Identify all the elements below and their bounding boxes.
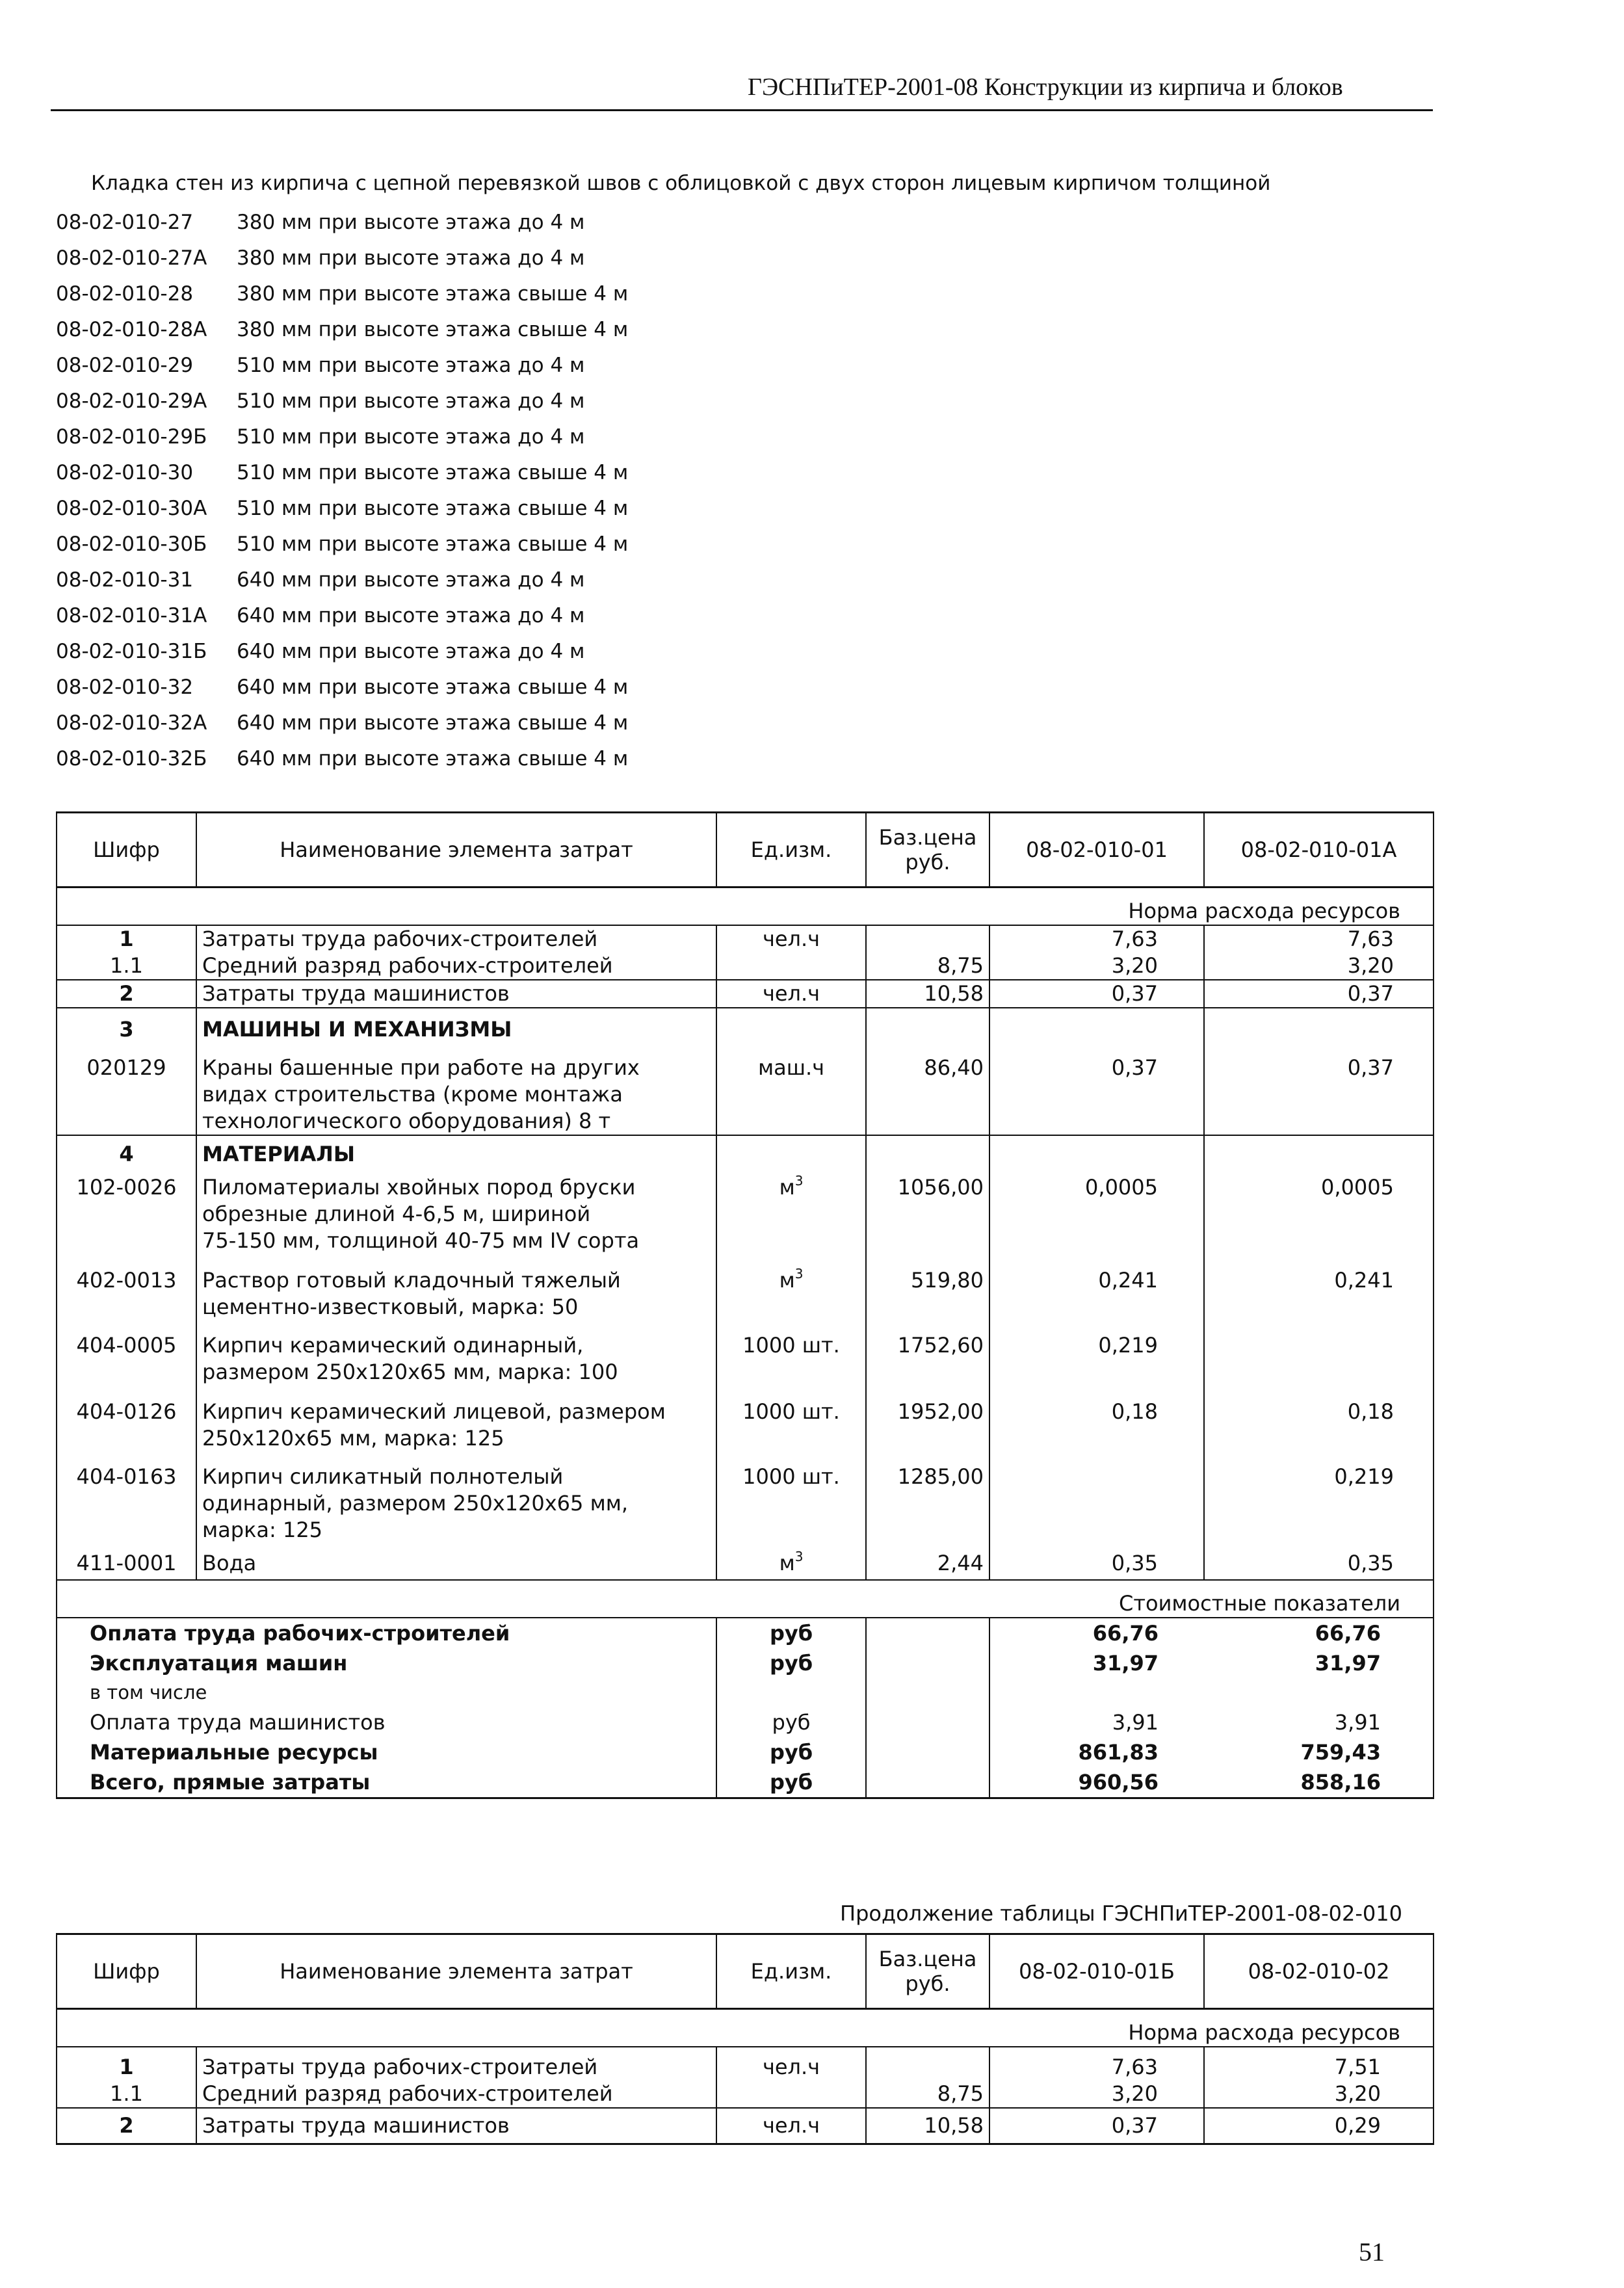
code: 08-02-010-29Б bbox=[56, 425, 207, 449]
section-row bbox=[57, 1008, 1434, 1043]
code-list-item bbox=[56, 604, 628, 640]
cost-row bbox=[57, 1648, 1434, 1678]
header-col2: 08-02-010-01А bbox=[1204, 813, 1434, 888]
row-name-line: одинарный, размером 250х120х65 мм, bbox=[202, 1491, 629, 1516]
header-code: Шифр bbox=[57, 813, 196, 888]
row-code: 2 bbox=[57, 980, 196, 1008]
running-header: ГЭСНПиТЕР-2001-08 Конструкции из кирпича и блоков bbox=[748, 73, 1343, 101]
code: 08-02-010-32Б bbox=[56, 747, 207, 770]
cost-value-2: 31,97 bbox=[1204, 1648, 1434, 1678]
unit-text: м bbox=[779, 1268, 795, 1293]
row-value-2: 0,241 bbox=[1204, 1254, 1434, 1321]
code-list-item bbox=[56, 533, 628, 568]
table-row bbox=[57, 953, 1434, 980]
code-desc: 640 мм при высоте этажа свыше 4 м bbox=[237, 676, 629, 699]
row-price: 1285,00 bbox=[866, 1452, 989, 1544]
row-name: Вода bbox=[196, 1544, 716, 1580]
table-row bbox=[57, 1544, 1434, 1580]
row-value-2: 3,20 bbox=[1204, 953, 1434, 980]
norm-label: Норма расхода ресурсов bbox=[57, 888, 1434, 926]
row-price: 519,80 bbox=[866, 1254, 989, 1321]
code-list-item bbox=[56, 676, 628, 711]
cost-name: Всего, прямые затраты bbox=[57, 1767, 716, 1798]
row-name-line: 75-150 мм, толщиной 40-75 мм IV сорта bbox=[202, 1228, 640, 1253]
cost-unit: руб bbox=[716, 1648, 866, 1678]
row-value-2: 0,18 bbox=[1204, 1386, 1434, 1452]
code: 08-02-010-31А bbox=[56, 604, 207, 627]
row-value-1: 3,20 bbox=[989, 2081, 1204, 2108]
row-unit: чел.ч bbox=[716, 2047, 866, 2081]
row-unit bbox=[716, 1168, 866, 1254]
header-price-line1: Баз.цена bbox=[878, 1947, 977, 1971]
row-value-2: 0,37 bbox=[1204, 1043, 1434, 1135]
resource-table bbox=[56, 811, 1434, 1799]
row-value-2: 0,0005 bbox=[1204, 1168, 1434, 1254]
table-row bbox=[57, 1043, 1434, 1135]
code: 08-02-010-27 bbox=[56, 211, 194, 234]
norm-band-row bbox=[57, 2009, 1434, 2047]
cost-name: Оплата труда машинистов bbox=[57, 1707, 716, 1737]
row-name: Средний разряд рабочих-строителей bbox=[196, 953, 716, 980]
row-unit bbox=[716, 1544, 866, 1580]
cost-name: Эксплуатация машин bbox=[57, 1648, 716, 1678]
row-value-1: 0,37 bbox=[989, 1043, 1204, 1135]
page-number: 51 bbox=[1359, 2237, 1385, 2267]
table-row bbox=[57, 2047, 1434, 2081]
row-unit: 1000 шт. bbox=[716, 1386, 866, 1452]
row-name-line: видах строительства (кроме монтажа bbox=[202, 1082, 623, 1107]
header-price-line1: Баз.цена bbox=[878, 825, 977, 850]
code: 08-02-010-32 bbox=[56, 676, 194, 699]
row-name: Затраты труда машинистов bbox=[196, 2108, 716, 2144]
code-list-item bbox=[56, 425, 628, 461]
cost-value-2: 3,91 bbox=[1204, 1707, 1434, 1737]
row-value-2: 0,29 bbox=[1204, 2108, 1434, 2144]
code-list-item bbox=[56, 640, 628, 676]
row-code: 1 bbox=[57, 925, 196, 953]
row-name bbox=[196, 1452, 716, 1544]
header-price bbox=[866, 1934, 989, 2009]
header-col1: 08-02-010-01 bbox=[989, 813, 1204, 888]
row-code: 1.1 bbox=[57, 2081, 196, 2108]
row-name-line: Пиломатериалы хвойных пород бруски bbox=[202, 1175, 636, 1200]
row-unit: маш.ч bbox=[716, 1043, 866, 1135]
code: 08-02-010-27А bbox=[56, 246, 207, 270]
code-list-item bbox=[56, 461, 628, 497]
unit-superscript: 3 bbox=[794, 1549, 804, 1564]
code-desc: 640 мм при высоте этажа до 4 м bbox=[237, 568, 585, 592]
row-name: Средний разряд рабочих-строителей bbox=[196, 2081, 716, 2108]
row-name-line: размером 250х120х65 мм, марка: 100 bbox=[202, 1360, 618, 1384]
code-desc: 510 мм при высоте этажа до 4 м bbox=[237, 354, 585, 377]
cost-name: в том числе bbox=[57, 1678, 716, 1707]
code: 08-02-010-31 bbox=[56, 568, 194, 592]
row-value-1: 0,219 bbox=[989, 1321, 1204, 1386]
table-row bbox=[57, 1254, 1434, 1321]
row-price: 1952,00 bbox=[866, 1386, 989, 1452]
row-value-1: 0,37 bbox=[989, 2108, 1204, 2144]
code-list-item bbox=[56, 211, 628, 246]
header-price bbox=[866, 813, 989, 888]
cost-name: Материальные ресурсы bbox=[57, 1737, 716, 1767]
row-name bbox=[196, 1043, 716, 1135]
cost-unit: руб bbox=[716, 1767, 866, 1798]
header-col1: 08-02-010-01Б bbox=[989, 1934, 1204, 2009]
row-unit: 1000 шт. bbox=[716, 1321, 866, 1386]
header-rule bbox=[51, 109, 1433, 111]
row-unit bbox=[716, 2081, 866, 2108]
code-list-item bbox=[56, 246, 628, 282]
unit-text: м bbox=[779, 1175, 795, 1200]
row-name: Затраты труда рабочих-строителей bbox=[196, 2047, 716, 2081]
row-value-1: 0,35 bbox=[989, 1544, 1204, 1580]
row-code: 2 bbox=[57, 2108, 196, 2144]
row-name bbox=[196, 1254, 716, 1321]
table-row bbox=[57, 2108, 1434, 2144]
unit-superscript: 3 bbox=[794, 1173, 804, 1189]
row-name-line: 250х120х65 мм, марка: 125 bbox=[202, 1426, 504, 1451]
row-name-line: марка: 125 bbox=[202, 1518, 323, 1542]
cost-row bbox=[57, 1678, 1434, 1707]
row-code: 404-0163 bbox=[57, 1452, 196, 1544]
unit-text: м bbox=[779, 1551, 795, 1575]
row-value-1: 0,18 bbox=[989, 1386, 1204, 1452]
code: 08-02-010-30Б bbox=[56, 533, 207, 556]
table-row bbox=[57, 925, 1434, 953]
cost-label: Стоимостные показатели bbox=[57, 1580, 1434, 1618]
code-desc: 510 мм при высоте этажа до 4 м bbox=[237, 425, 585, 449]
row-code: 020129 bbox=[57, 1043, 196, 1135]
table-row bbox=[57, 980, 1434, 1008]
section-row bbox=[57, 1135, 1434, 1168]
cost-value-1: 861,83 bbox=[1078, 1740, 1159, 1765]
row-name: Затраты труда машинистов bbox=[196, 980, 716, 1008]
row-name bbox=[196, 1386, 716, 1452]
row-value-2: 7,51 bbox=[1204, 2047, 1434, 2081]
row-unit bbox=[716, 953, 866, 980]
row-code: 402-0013 bbox=[57, 1254, 196, 1321]
header-name: Наименование элемента затрат bbox=[196, 1934, 716, 2009]
code-desc: 380 мм при высоте этажа до 4 м bbox=[237, 211, 585, 234]
table-row bbox=[57, 1168, 1434, 1254]
cost-value-1: 960,56 bbox=[989, 1767, 1204, 1798]
table-row bbox=[57, 1386, 1434, 1452]
table-row bbox=[57, 2081, 1434, 2108]
row-name bbox=[196, 1321, 716, 1386]
row-name-line: технологического оборудования) 8 т bbox=[202, 1109, 611, 1133]
row-price: 10,58 bbox=[866, 980, 989, 1008]
row-value-2 bbox=[1204, 1321, 1434, 1386]
table-row bbox=[57, 1321, 1434, 1386]
row-price: 1056,00 bbox=[866, 1168, 989, 1254]
row-code: 404-0005 bbox=[57, 1321, 196, 1386]
cost-row bbox=[57, 1767, 1434, 1798]
code: 08-02-010-28А bbox=[56, 318, 207, 341]
row-name-line: обрезные длиной 4-6,5 м, шириной bbox=[202, 1202, 591, 1226]
cost-row bbox=[57, 1707, 1434, 1737]
cost-band-row bbox=[57, 1580, 1434, 1618]
cost-unit: руб bbox=[716, 1737, 866, 1767]
row-value-1: 0,37 bbox=[989, 980, 1204, 1008]
unit-superscript: 3 bbox=[794, 1266, 804, 1282]
cost-value-1: 66,76 bbox=[1092, 1621, 1159, 1646]
resource-table-continued bbox=[56, 1933, 1434, 2145]
row-code: 411-0001 bbox=[57, 1544, 196, 1580]
code-desc: 640 мм при высоте этажа свыше 4 м bbox=[237, 711, 629, 735]
row-name-line: Кирпич силикатный полнотелый bbox=[202, 1464, 564, 1489]
code-desc: 380 мм при высоте этажа до 4 м bbox=[237, 246, 585, 270]
code-desc: 510 мм при высоте этажа свыше 4 м bbox=[237, 497, 629, 520]
code-desc: 640 мм при высоте этажа до 4 м bbox=[237, 640, 585, 663]
code: 08-02-010-30 bbox=[56, 461, 194, 484]
code-desc: 640 мм при высоте этажа до 4 м bbox=[237, 604, 585, 627]
row-value-2: 3,20 bbox=[1204, 2081, 1434, 2108]
row-value-1 bbox=[989, 1452, 1204, 1544]
header-code: Шифр bbox=[57, 1934, 196, 2009]
row-unit: 1000 шт. bbox=[716, 1452, 866, 1544]
cost-row bbox=[57, 1618, 1434, 1648]
code: 08-02-010-29А bbox=[56, 389, 207, 413]
continuation-caption: Продолжение таблицы ГЭСНПиТЕР-2001-08-02-010 bbox=[840, 1901, 1402, 1926]
table-row bbox=[57, 1452, 1434, 1544]
cost-unit: руб bbox=[716, 1618, 866, 1648]
table-header-row bbox=[57, 813, 1434, 888]
row-name-line: Краны башенные при работе на других bbox=[202, 1055, 640, 1080]
row-name-line: цементно-известковый, марка: 50 bbox=[202, 1295, 579, 1319]
code-list-item bbox=[56, 389, 628, 425]
row-code: 4 bbox=[57, 1135, 196, 1168]
row-price: 86,40 bbox=[866, 1043, 989, 1135]
row-value-1: 0,241 bbox=[989, 1254, 1204, 1321]
code-desc: 380 мм при высоте этажа свыше 4 м bbox=[237, 282, 629, 306]
row-price: 1752,60 bbox=[866, 1321, 989, 1386]
header-unit: Ед.изм. bbox=[716, 813, 866, 888]
code: 08-02-010-29 bbox=[56, 354, 194, 377]
cost-name: Оплата труда рабочих-строителей bbox=[57, 1618, 716, 1648]
code: 08-02-010-28 bbox=[56, 282, 194, 306]
row-name-line: Кирпич керамический лицевой, размером bbox=[202, 1399, 666, 1424]
cost-value-2: 66,76 bbox=[1204, 1618, 1434, 1648]
norm-label: Норма расхода ресурсов bbox=[57, 2009, 1434, 2047]
code: 08-02-010-30А bbox=[56, 497, 207, 520]
code-desc: 510 мм при высоте этажа свыше 4 м bbox=[237, 461, 629, 484]
code-list-item bbox=[56, 747, 628, 783]
table-header-row bbox=[57, 1934, 1434, 2009]
code-desc: 510 мм при высоте этажа свыше 4 м bbox=[237, 533, 629, 556]
header-unit: Ед.изм. bbox=[716, 1934, 866, 2009]
row-name-line: Раствор готовый кладочный тяжелый bbox=[202, 1268, 621, 1293]
code: 08-02-010-31Б bbox=[56, 640, 207, 663]
code-list-item bbox=[56, 354, 628, 389]
row-value-1: 7,63 bbox=[989, 925, 1204, 953]
row-name bbox=[196, 1168, 716, 1254]
row-unit: чел.ч bbox=[716, 925, 866, 953]
row-code: 404-0126 bbox=[57, 1386, 196, 1452]
code-list-item bbox=[56, 282, 628, 318]
row-code: 3 bbox=[57, 1008, 196, 1043]
row-price: 8,75 bbox=[866, 2081, 989, 2108]
row-unit: чел.ч bbox=[716, 2108, 866, 2144]
code-desc: 510 мм при высоте этажа до 4 м bbox=[237, 389, 585, 413]
row-value-1: 7,63 bbox=[989, 2047, 1204, 2081]
row-value-1: 3,20 bbox=[989, 953, 1204, 980]
section-title: МАТЕРИАЛЫ bbox=[196, 1135, 716, 1168]
section-intro: Кладка стен из кирпича с цепной перевязкой швов с облицовкой с двух сторон лицевым кирпичом толщиной bbox=[91, 172, 1271, 195]
row-code: 102-0026 bbox=[57, 1168, 196, 1254]
cost-value-1: 31,97 bbox=[1092, 1651, 1159, 1676]
row-code: 1.1 bbox=[57, 953, 196, 980]
header-name: Наименование элемента затрат bbox=[196, 813, 716, 888]
row-value-1: 0,0005 bbox=[989, 1168, 1204, 1254]
row-price bbox=[866, 925, 989, 953]
header-col2: 08-02-010-02 bbox=[1204, 1934, 1434, 2009]
cost-value-2: 759,43 bbox=[1204, 1737, 1434, 1767]
section-title: МАШИНЫ И МЕХАНИЗМЫ bbox=[196, 1008, 716, 1043]
row-value-2: 0,37 bbox=[1204, 980, 1434, 1008]
row-price bbox=[866, 2047, 989, 2081]
cost-unit: руб bbox=[716, 1707, 866, 1737]
code-list-item bbox=[56, 318, 628, 354]
code-desc: 380 мм при высоте этажа свыше 4 м bbox=[237, 318, 629, 341]
row-value-2: 0,219 bbox=[1204, 1452, 1434, 1544]
code-desc: 640 мм при высоте этажа свыше 4 м bbox=[237, 747, 629, 770]
row-value-2: 7,63 bbox=[1204, 925, 1434, 953]
cost-value-1: 3,91 bbox=[1112, 1710, 1159, 1735]
row-unit bbox=[716, 1254, 866, 1321]
row-price: 2,44 bbox=[866, 1544, 989, 1580]
header-price-line2: руб. bbox=[905, 1971, 950, 1996]
row-name: Затраты труда рабочих-строителей bbox=[196, 925, 716, 953]
row-value-2: 0,35 bbox=[1204, 1544, 1434, 1580]
row-code: 1 bbox=[57, 2047, 196, 2081]
code-list-item bbox=[56, 711, 628, 747]
code-list bbox=[56, 211, 628, 783]
code-list-item bbox=[56, 568, 628, 604]
norm-band-row bbox=[57, 888, 1434, 926]
row-unit: чел.ч bbox=[716, 980, 866, 1008]
code: 08-02-010-32А bbox=[56, 711, 207, 735]
row-price: 10,58 bbox=[866, 2108, 989, 2144]
row-price: 8,75 bbox=[866, 953, 989, 980]
row-name-line: Кирпич керамический одинарный, bbox=[202, 1333, 584, 1358]
code-list-item bbox=[56, 497, 628, 533]
cost-value-2: 858,16 bbox=[1204, 1767, 1434, 1798]
header-price-line2: руб. bbox=[905, 850, 950, 874]
cost-row bbox=[57, 1737, 1434, 1767]
